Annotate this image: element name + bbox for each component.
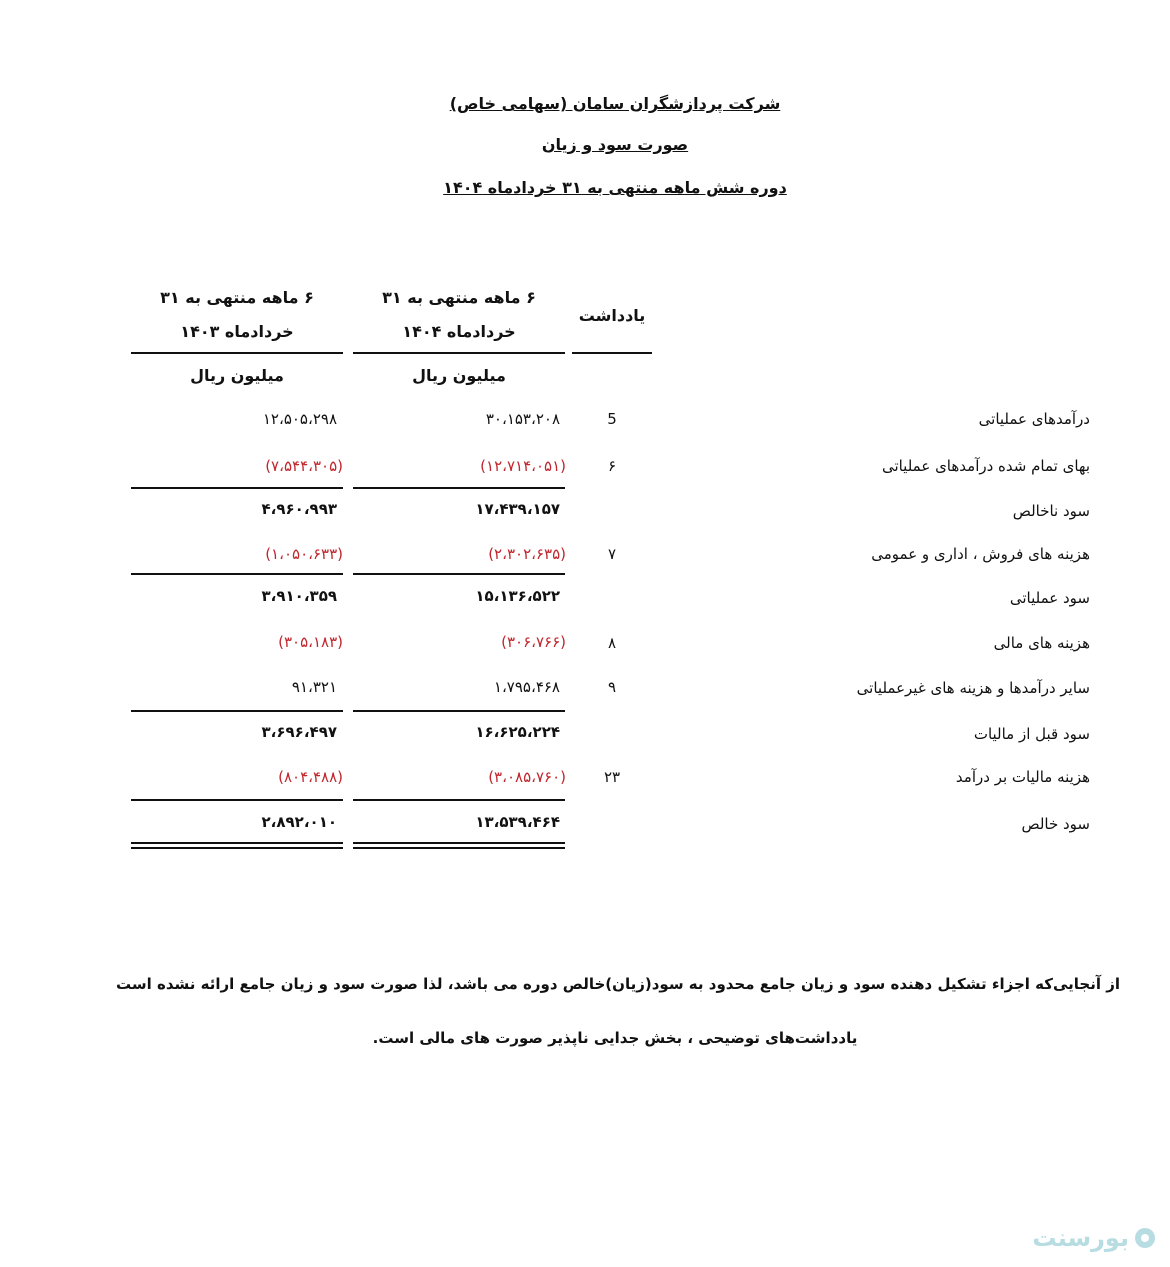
- row-label-operating-revenue: درآمدهای عملیاتی: [978, 410, 1090, 428]
- watermark-text: بورسنت: [1032, 1224, 1129, 1252]
- row-label-net-profit: سود خالص: [1021, 815, 1090, 833]
- note-column-header: یادداشت: [578, 306, 646, 325]
- subtotal-rule: [131, 799, 343, 801]
- subtotal-rule: [353, 799, 565, 801]
- logo-circle-icon: [1135, 1228, 1155, 1248]
- period-title: دوره شش ماهه منتهی به ۳۱ خردادماه ۱۴۰۴: [443, 178, 787, 197]
- row-note: ۸: [607, 634, 617, 652]
- total-double-rule: [353, 842, 565, 849]
- total-double-rule: [131, 842, 343, 849]
- row-prior-value: ۳،۹۱۰،۳۵۹: [261, 587, 337, 605]
- row-current-value: ۱۷،۴۳۹،۱۵۷: [475, 500, 560, 518]
- row-label-operating-profit: سود عملیاتی: [1009, 589, 1090, 607]
- prior-unit-label: میلیون ریال: [190, 366, 284, 385]
- current-header-rule: [353, 352, 565, 354]
- subtotal-rule: [131, 573, 343, 575]
- comprehensive-income-note: از آنجایی‌که اجزاء تشکیل دهنده سود و زیان جامع محدود به سود(زیان)خالص دوره می باشد، لذا صورت سود و زیان جامع ارائه نشده است: [116, 975, 1120, 993]
- row-label-finance-costs: هزینه های مالی: [993, 634, 1090, 652]
- row-current-value: ۱۵،۱۳۶،۵۲۲: [475, 587, 560, 605]
- row-prior-value: (۸۰۴،۴۸۸): [278, 768, 343, 786]
- row-current-value: ۱۳،۵۳۹،۴۶۴: [475, 813, 560, 831]
- row-prior-value: ۴،۹۶۰،۹۹۳: [261, 500, 337, 518]
- row-label-other-income: سایر درآمدها و هزینه های غیرعملیاتی: [856, 679, 1090, 697]
- subtotal-rule: [353, 710, 565, 712]
- note-header-rule: [572, 352, 652, 354]
- prior-period-header-line2: خردادماه ۱۴۰۳: [180, 322, 294, 341]
- row-note: ۶: [607, 457, 617, 475]
- row-note: ۷: [607, 545, 617, 563]
- row-prior-value: (۷،۵۴۴،۳۰۵): [265, 457, 343, 475]
- row-current-value: (۳۰۶،۷۶۶): [501, 633, 566, 651]
- subtotal-rule: [353, 487, 565, 489]
- row-prior-value: ۳،۶۹۶،۴۹۷: [261, 723, 337, 741]
- row-note: ۹: [607, 678, 617, 696]
- row-label-cost-of-revenue: بهای تمام شده درآمدهای عملیاتی: [881, 457, 1090, 475]
- current-period-header-line2: خردادماه ۱۴۰۴: [402, 322, 516, 341]
- explanatory-notes-statement: یادداشت‌های توضیحی ، بخش جدایی ناپذیر صورت های مالی است.: [372, 1029, 858, 1047]
- current-period-header-line1: ۶ ماهه منتهی به ۳۱: [382, 288, 536, 307]
- watermark-logo: [1030, 1222, 1155, 1254]
- row-prior-value: (۳۰۵،۱۸۳): [278, 633, 343, 651]
- row-label-profit-before-tax: سود قبل از مالیات: [973, 725, 1090, 743]
- prior-period-header-line1: ۶ ماهه منتهی به ۳۱: [160, 288, 314, 307]
- row-current-value: (۱۲،۷۱۴،۰۵۱): [480, 457, 566, 475]
- row-current-value: (۳،۰۸۵،۷۶۰): [488, 768, 566, 786]
- statement-title: صورت سود و زیان: [541, 135, 689, 154]
- row-current-value: ۱۶،۶۲۵،۲۲۴: [475, 723, 560, 741]
- subtotal-rule: [131, 710, 343, 712]
- row-current-value: ۱،۷۹۵،۴۶۸: [493, 678, 560, 696]
- current-unit-label: میلیون ریال: [412, 366, 506, 385]
- row-current-value: ۳۰،۱۵۳،۲۰۸: [485, 410, 560, 428]
- company-title: شرکت پردازشگران سامان (سهامی خاص): [449, 94, 781, 113]
- row-current-value: (۲،۳۰۲،۶۳۵): [488, 545, 566, 563]
- row-prior-value: ۱۲،۵۰۵،۲۹۸: [262, 410, 337, 428]
- row-note: ۲۳: [603, 768, 621, 786]
- row-prior-value: (۱،۰۵۰،۶۳۳): [265, 545, 343, 563]
- subtotal-rule: [131, 487, 343, 489]
- row-label-sga-expenses: هزینه های فروش ، اداری و عمومی: [871, 545, 1090, 563]
- row-label-income-tax: هزینه مالیات بر درآمد: [955, 768, 1090, 786]
- prior-header-rule: [131, 352, 343, 354]
- row-prior-value: ۲،۸۹۲،۰۱۰: [261, 813, 337, 831]
- row-prior-value: ۹۱،۳۲۱: [291, 678, 337, 696]
- row-label-gross-profit: سود ناخالص: [1012, 502, 1090, 520]
- row-note: 5: [607, 410, 617, 428]
- subtotal-rule: [353, 573, 565, 575]
